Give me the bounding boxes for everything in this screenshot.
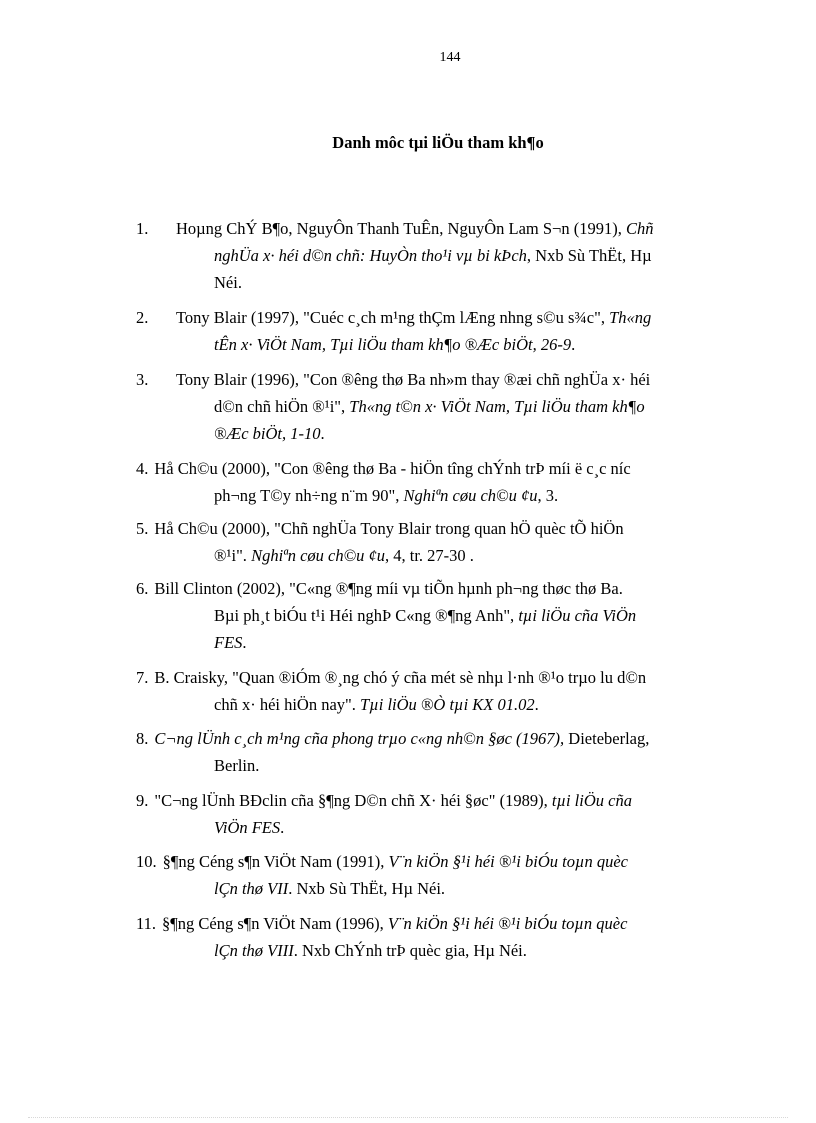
reference-item-7: 7. B. Craisky, "Quan ®iÓm ®¸ng chó ý cña mét sè nhµ l·nh ®¹o trµo lu d©n chñ x· héi hiÖn nay". Tµi liÖu ®Ò tµi KX 01.02.: [136, 668, 647, 714]
reference-item-5: 5. Hå Ch©u (2000), "Chñ nghÜa Tony Blair trong quan hÖ quèc tÕ hiÖn ®¹i". Nghiªn cøu ch©u ¢u, 4, tr. 27-30 .: [136, 519, 624, 565]
page-bottom-divider: [28, 1117, 788, 1118]
reference-item-8: 8. C¬ng lÜnh c¸ch m¹ng cña phong trµo c«ng nh©n §øc (1967), Dieteberlag, Berlin.: [136, 729, 650, 775]
reference-item-9: 9. "C¬ng lÜnh BÐclin cña §¶ng D©n chñ X· héi §øc" (1989), tµi liÖu cña ViÖn FES.: [136, 791, 632, 837]
reference-item-6: 6. Bill Clinton (2002), "C«ng ®¶ng míi vµ tiÕn hµnh ph¬ng thøc thø Ba. Bµi ph¸t biÓu t¹i Héi nghÞ C«ng ®¶ng Anh", tµi liÖu cña ViÖn FES.: [136, 579, 637, 652]
reference-item-1: 1. Hoµng ChÝ B¶o, NguyÔn Thanh TuÊn, NguyÔn Lam S¬n (1991), Chñ nghÜa x· héi d©n chñ: HuyÒn tho¹i vµ bi kÞch, Nxb Sù ThËt, Hµ Néi.: [136, 219, 654, 292]
page-title: Danh môc tµi liÖu tham kh¶o: [332, 133, 544, 152]
reference-item-11: 11. §¶ng Céng s¶n ViÖt Nam (1996), V¨n kiÖn §¹i héi ®¹i biÓu toµn quèc lÇn thø VIII. Nxb ChÝnh trÞ quèc gia, Hµ Néi.: [136, 914, 628, 960]
reference-item-3: 3. Tony Blair (1996), "Con ®êng thø Ba nh»m thay ®æi chñ nghÜa x· héi d©n chñ hiÖn ®¹i", Th«ng t©n x· ViÖt Nam, Tµi liÖu tham kh¶o ®Æc biÖt, 1-10.: [136, 370, 651, 443]
reference-item-10: 10. §¶ng Céng s¶n ViÖt Nam (1991), V¨n kiÖn §¹i héi ®¹i biÓu toµn quèc lÇn thø VII. Nxb Sù ThËt, Hµ Néi.: [136, 852, 629, 898]
reference-item-4: 4. Hå Ch©u (2000), "Con ®êng thø Ba - hiÖn tîng chÝnh trÞ míi ë c¸c níc ph¬ng T©y nh÷ng n¨m 90", Nghiªn cøu ch©u ¢u, 3.: [136, 459, 631, 505]
page-number: 144: [439, 50, 461, 65]
reference-item-2: 2. Tony Blair (1997), "Cuéc c¸ch m¹ng thÇm lÆng nhng s©u s¾c", Th«ng tÊn x· ViÖt Nam, Tµi liÖu tham kh¶o ®Æc biÖt, 26-9.: [136, 308, 652, 354]
